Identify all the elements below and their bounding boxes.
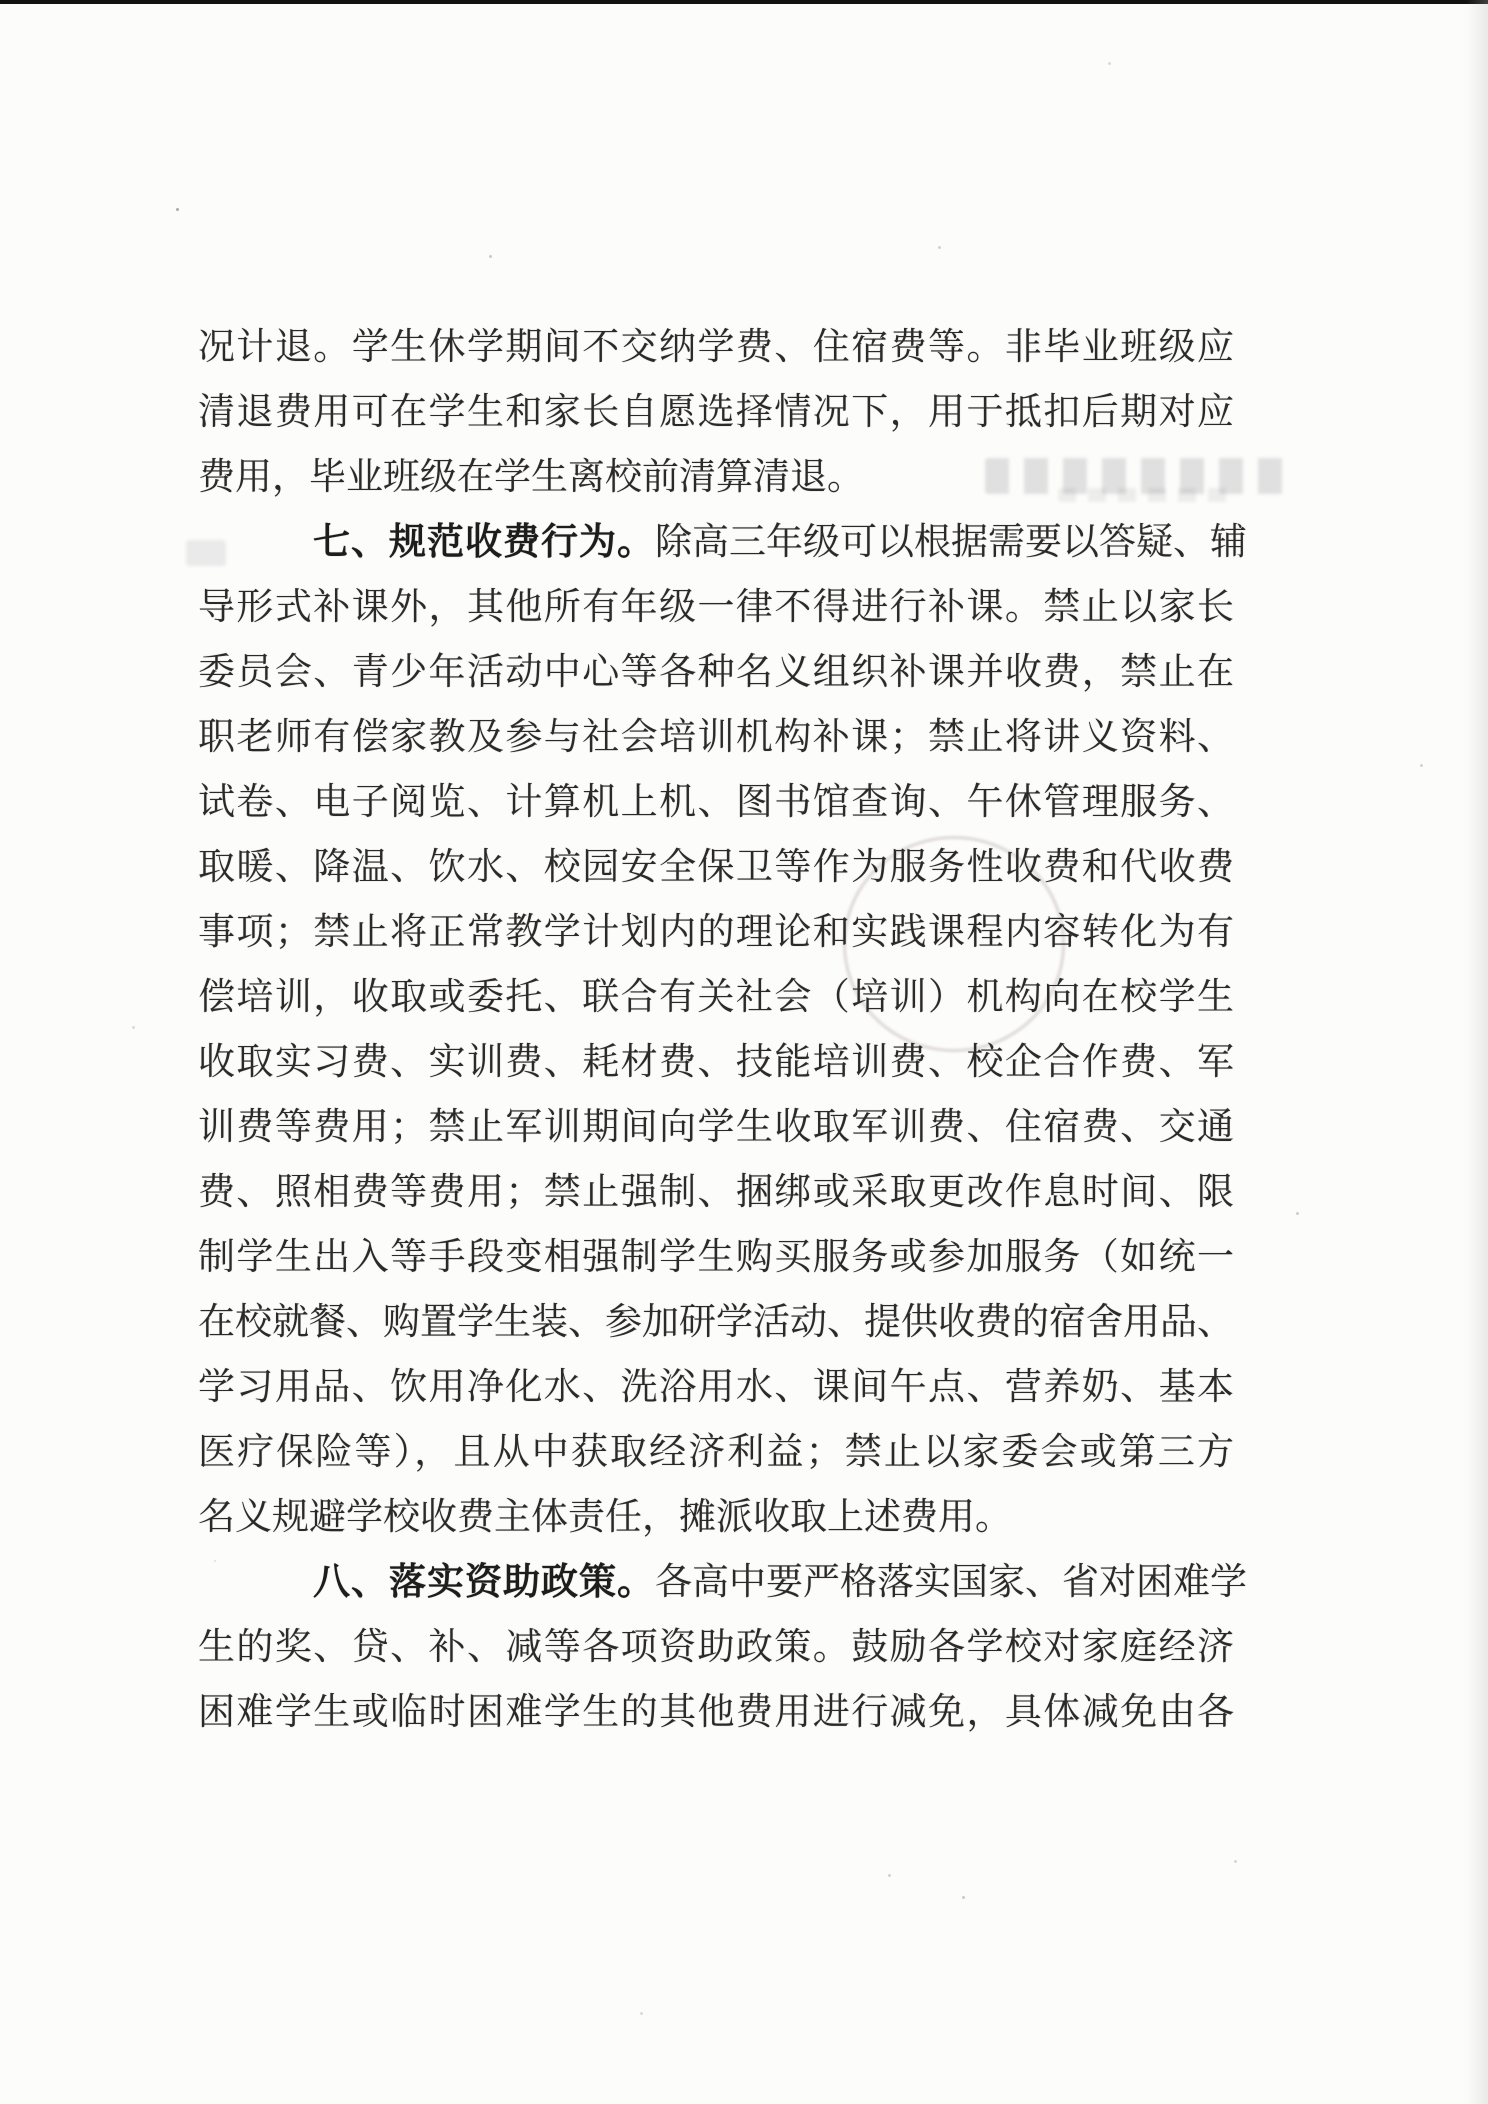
doc-line: 费、照相费等费用；禁止强制、捆绑或采取更改作息时间、限 <box>198 1172 1234 1213</box>
page-edge-shadow <box>1466 0 1488 2104</box>
scan-speck <box>1420 764 1423 767</box>
doc-line section-start <box>198 510 1247 575</box>
scan-speck <box>176 208 179 211</box>
section-8-lead-text: 各高中要严格落实国家、省对困难学 <box>655 1562 1247 1603</box>
scan-speck <box>1108 62 1111 65</box>
section-7-heading: 七、规范收费行为。 <box>313 522 655 563</box>
section-8-heading: 八、落实资助政策。 <box>313 1562 655 1603</box>
section-7-lead-text: 除高三年级可以根据需要以答疑、辅 <box>655 522 1247 563</box>
scan-speck <box>640 2012 643 2015</box>
scan-speck <box>132 1026 135 1029</box>
scan-edge-artifact <box>0 0 1488 4</box>
document-body <box>198 315 1247 1745</box>
scan-speck <box>962 1896 965 1899</box>
scan-speck <box>1296 1212 1299 1215</box>
doc-line: 偿培训，收取或委托、联合有关社会（培训）机构向在校学生 <box>198 977 1234 1018</box>
doc-line: 职老师有偿家教及参与社会培训机构补课；禁止将讲义资料、 <box>198 717 1234 758</box>
scan-speck <box>938 246 941 249</box>
doc-line: 委员会、青少年活动中心等各种名义组织补课并收费，禁止在 <box>198 652 1234 693</box>
doc-line: 导形式补课外，其他所有年级一律不得进行补课。禁止以家长 <box>198 587 1234 628</box>
doc-line: 试卷、电子阅览、计算机上机、图书馆查询、午休管理服务、 <box>198 782 1234 823</box>
doc-line: 训费等费用；禁止军训期间向学生收取军训费、住宿费、交通 <box>198 1107 1234 1148</box>
scan-speck <box>489 255 492 258</box>
doc-line: 在校就餐、购置学生装、参加研学活动、提供收费的宿舍用品、 <box>198 1302 1234 1343</box>
doc-line section-start <box>198 1550 1247 1615</box>
doc-line: 制学生出入等手段变相强制学生购买服务或参加服务（如统一 <box>198 1237 1234 1278</box>
doc-line: 取暖、降温、饮水、校园安全保卫等作为服务性收费和代收费 <box>198 847 1234 888</box>
doc-line: 生的奖、贷、补、减等各项资助政策。鼓励各学校对家庭经济 <box>198 1627 1234 1668</box>
doc-line: 收取实习费、实训费、耗材费、技能培训费、校企合作费、军 <box>198 1042 1234 1083</box>
doc-line: 事项；禁止将正常教学计划内的理论和实践课程内容转化为有 <box>198 912 1234 953</box>
scan-speck <box>1234 1860 1237 1863</box>
doc-line: 况计退。学生休学期间不交纳学费、住宿费等。非毕业班级应 <box>198 327 1234 368</box>
doc-line: 困难学生或临时困难学生的其他费用进行减免，具体减免由各 <box>198 1692 1234 1733</box>
doc-line: 学习用品、饮用净化水、洗浴用水、课间午点、营养奶、基本 <box>198 1367 1234 1408</box>
doc-line: 医疗保险等），且从中获取经济利益；禁止以家委会或第三方 <box>198 1432 1234 1473</box>
doc-line: 清退费用可在学生和家长自愿选择情况下，用于抵扣后期对应 <box>198 392 1234 433</box>
doc-line paragraph-end: 名义规避学校收费主体责任，摊派收取上述费用。 <box>198 1497 1012 1538</box>
doc-line paragraph-end: 费用，毕业班级在学生离校前清算清退。 <box>198 457 864 498</box>
scan-speck <box>888 1874 891 1877</box>
